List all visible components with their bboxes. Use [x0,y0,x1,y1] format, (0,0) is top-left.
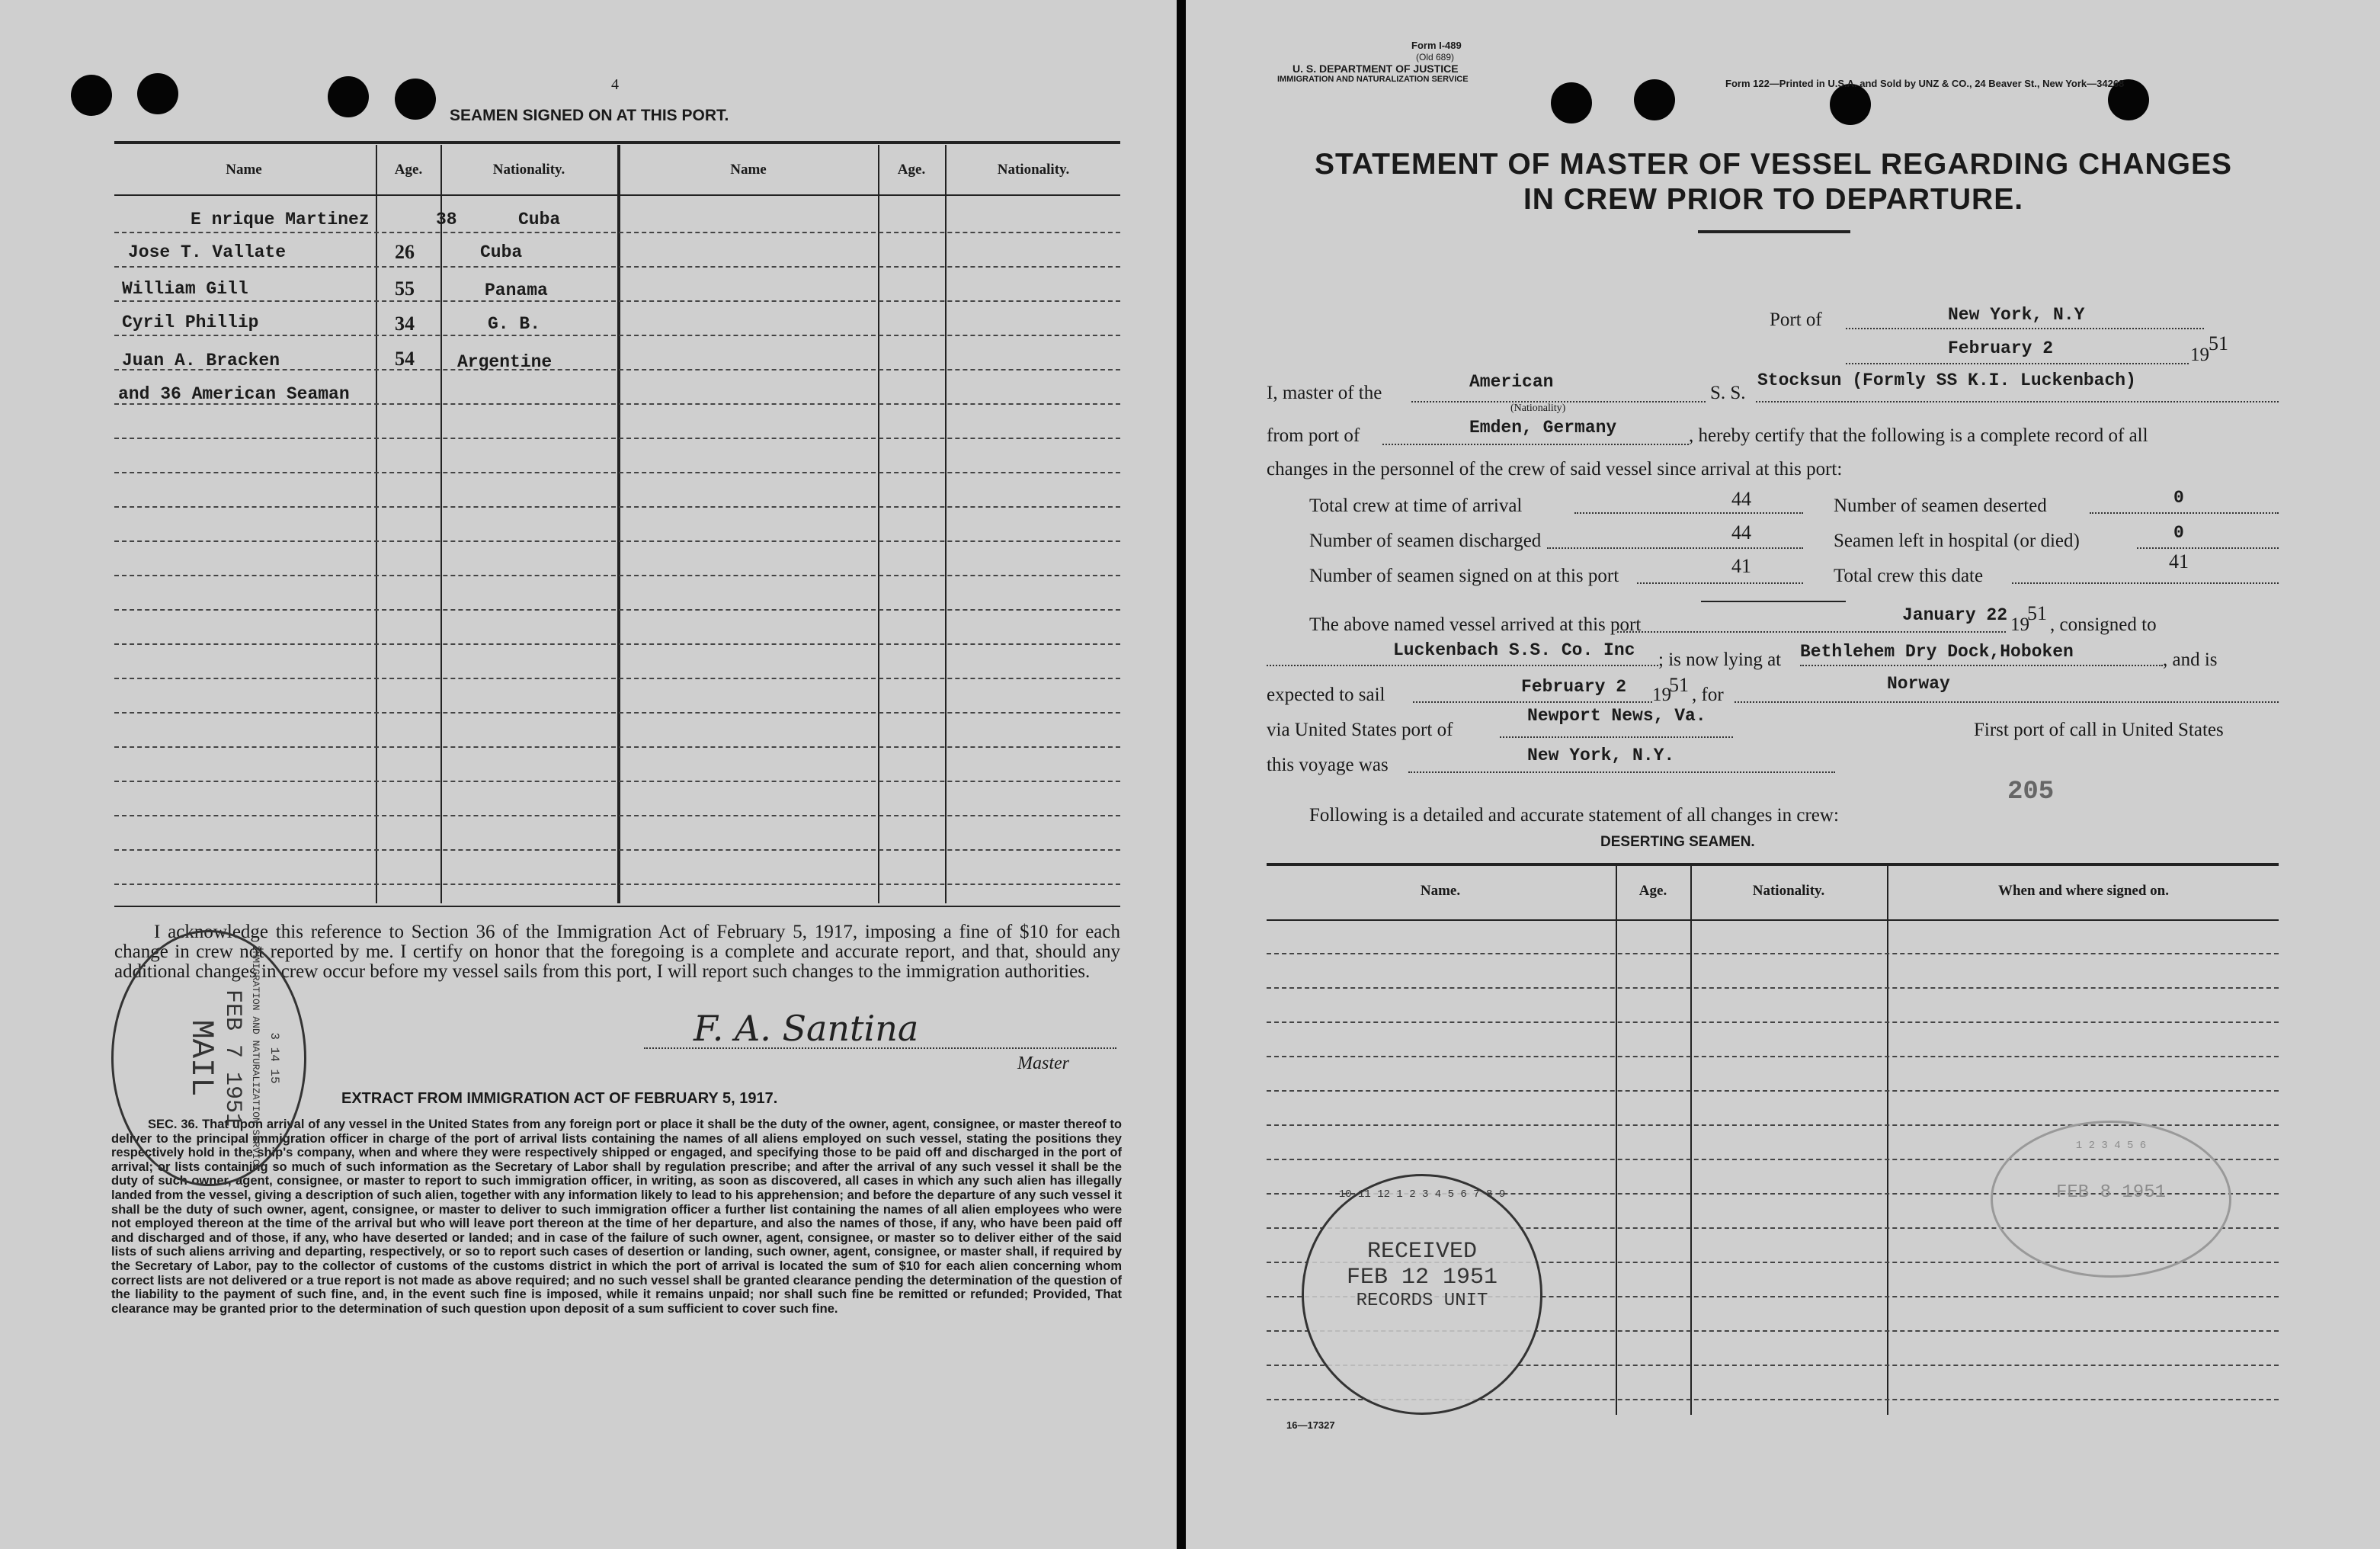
and-is: , and is [2163,649,2218,670]
stat-value: 41 [2169,550,2189,572]
col-divider [945,145,947,903]
right-page [1186,0,2380,1549]
stat-line [2012,582,2279,584]
stat-value: 0 [2173,523,2184,543]
stat-value: 44 [1731,521,1751,544]
deserting-header-rule [1267,919,2279,921]
form-title-line1: STATEMENT OF MASTER OF VESSEL REGARDING CHANGES [1314,148,2233,181]
form-title-line2: IN CREW PRIOR TO DEPARTURE. [1523,183,2024,216]
voyage-line [1408,771,1835,773]
col-divider [440,145,442,903]
received-stamp-line2: FEB 12 1951 [1346,1265,1498,1291]
consignee-line [1267,665,1658,666]
punch-hole [71,75,112,116]
sail-date-value: February 2 [1521,677,1627,697]
row-rule [114,678,1120,679]
faint-stamp-date: FEB 8 1951 [2055,1182,2167,1203]
header-age: Age. [897,162,926,178]
stat-line [2137,547,2279,549]
arrived-year-value: 51 [2027,602,2047,624]
date-line [1846,363,2189,364]
destination-value: Norway [1887,674,1950,694]
mail-stamp-agency: IMMIGRATION AND NATURALIZATION SERVICE [250,944,261,1172]
received-stamp-ring: 10 11 12 1 2 3 4 5 6 7 8 9 [1338,1188,1506,1201]
following-text: Following is a detailed and accurate statement of all changes in crew: [1309,805,1839,826]
col-divider [878,145,879,903]
row-age: 26 [395,241,415,263]
row-rule [114,266,1120,268]
row-rule [114,438,1120,439]
ss-label: S. S. [1710,383,1746,403]
vessel-value: Stocksun (Formly SS K.I. Luckenbach) [1757,370,2136,390]
row-rule [114,300,1120,302]
row-rule [114,849,1120,851]
lying-value: Bethlehem Dry Dock,Hoboken [1800,642,2074,662]
department: U. S. DEPARTMENT OF JUSTICE [1293,63,1459,75]
header-name: Name [730,162,767,178]
port-label: Port of [1770,309,1822,330]
form-old: (Old 689) [1416,52,1455,63]
row-rule [114,643,1120,645]
punch-hole [328,76,369,117]
row-rule [1267,1021,2279,1023]
stat-label: Number of seamen signed on at this port [1309,566,1619,586]
deserting-title: DESERTING SEAMEN. [1600,834,1755,850]
punch-hole [1551,82,1592,123]
row-nationality: G. B. [488,314,541,334]
deserting-header-age: Age. [1638,883,1667,899]
signature-line [644,1047,1116,1049]
header-nationality: Nationality. [997,162,1070,178]
arrived-year-prefix: 19 [2010,614,2029,635]
row-rule [114,506,1120,508]
arrived-value: January 22 [1902,605,2008,625]
from-port-line [1382,444,1689,445]
via-line [1500,736,1733,738]
col-divider [617,145,620,903]
extract-title: EXTRACT FROM IMMIGRATION ACT OF FEBRUARY 5, 1917. [341,1090,778,1107]
row-rule [1267,953,2279,954]
deserting-header-name: Name. [1420,883,1461,899]
row-rule [114,232,1120,233]
stat-value: 0 [2173,488,2184,508]
row-nationality: Cuba [518,210,561,229]
row-nationality: Panama [485,281,548,300]
via-value: Newport News, Va. [1527,706,1706,726]
stat-label: Number of seamen discharged [1309,531,1542,551]
row-age: 34 [395,313,415,335]
received-stamp-line3: RECORDS UNIT [1356,1291,1488,1311]
header-age: Age. [394,162,423,178]
footer-code: 16—17327 [1286,1419,1335,1431]
received-stamp [1302,1174,1542,1415]
row-rule [114,335,1120,336]
stat-value: 44 [1731,488,1751,510]
arrived-line [1617,631,2006,633]
row-name: Cyril Phillip [122,313,259,332]
deserting-header-nationality: Nationality. [1752,883,1825,899]
stat-line [1574,512,1803,514]
row-nationality: Cuba [480,242,523,262]
nationality-value: American [1469,372,1554,392]
row-name: and 36 American Seaman [118,384,350,404]
master-signature: F. A. Santina [693,1008,919,1049]
title-underline [1698,230,1850,233]
row-name: William Gill [122,279,248,299]
row-rule [114,746,1120,748]
faint-stamp-ring: 1 2 3 4 5 6 [2075,1140,2147,1152]
stat-line [1547,547,1803,549]
via-label: via United States port of [1267,720,1453,740]
stat-label: Number of seamen deserted [1834,495,2047,516]
certify-text: , hereby certify that the following is a complete record of all [1689,425,2148,446]
stat-label: Total crew this date [1834,566,1984,586]
stat-line [1637,582,1803,584]
first-port-label: First port of call in United States [1974,720,2224,740]
from-port-value: Emden, Germany [1469,418,1617,438]
port-value: New York, N.Y [1948,305,2085,325]
printer-note: Form 122—Printed in U.S.A. and Sold by UNZ & CO., 24 Beaver St., New York—34268 [1725,78,2125,89]
punch-hole [395,79,436,120]
mail-stamp-ring: 3 14 15 [267,1032,281,1084]
row-name: Jose T. Vallate [128,242,287,262]
faint-stamp [1991,1121,2231,1278]
table-bottom-rule [114,906,1120,907]
first-port-value: New York, N.Y. [1527,746,1675,765]
table-top-rule [114,141,1120,144]
master-label: I, master of the [1267,383,1382,403]
destination-line [1735,701,2279,703]
row-rule [1267,987,2279,989]
header-name: Name [226,162,262,178]
mail-stamp [111,930,306,1186]
consigned-label: , consigned to [2050,614,2157,635]
punch-hole [1634,79,1675,120]
row-rule [114,712,1120,714]
expected-label: expected to sail [1267,685,1385,705]
consignee-value: Luckenbach S.S. Co. Inc [1393,640,1635,660]
left-page [0,0,1177,1549]
nationality-caption: (Nationality) [1510,402,1566,414]
vessel-line [1756,401,2279,402]
stamp-number: 205 [2007,778,2055,807]
stat-label: Seamen left in hospital (or died) [1834,531,2080,551]
row-age: 55 [395,277,415,300]
stat-line [2090,512,2279,514]
mail-stamp-date: FEB 7 1951 [219,989,245,1127]
stats-underline [1701,601,1846,602]
stat-label: Total crew at time of arrival [1309,495,1523,516]
date-value: February 2 [1948,338,2054,358]
master-label: Master [1017,1054,1069,1073]
voyage-label: this voyage was [1267,755,1389,775]
row-nationality: Argentine [457,352,553,372]
acknowledgement-text: I acknowledge this reference to Section 36 of the Immigration Act of February 5, 1917, imposing a fine of $10 for each change in crew not reported by me. I certify on honor that the foregoing is a complete and accurate report, and that, should any additional changes in crew occur before my vessel sails from this port, I will report such changes to the immigration authorities. [114,922,1120,982]
form-number: Form I-489 [1411,40,1462,51]
changes-text: changes in the personnel of the crew of said vessel since arrival at this port: [1267,459,1843,479]
lying-label: ; is now lying at [1658,649,1782,670]
for-label: , for [1692,685,1724,705]
year-value: 51 [2209,332,2228,354]
stat-value: 41 [1731,555,1751,577]
year-prefix: 19 [2190,345,2209,365]
row-age: 54 [395,348,415,370]
col-divider [1616,866,1617,1415]
row-rule [1267,1090,2279,1092]
mail-stamp-word: MAIL [183,1019,219,1097]
extract-text: SEC. 36. That upon arrival of any vessel in the United States from any foreign port or place it shall be the duty of the owner, agent, consignee, or master thereof to deliver to the principal immigration officer in charge of the port of arrival lists containing the names of all aliens employed on such vessel, stating the positions they respectively hold in the ship's company, when and where they were respectively shipped or engaged, and specifying those to be paid off and discharged in the port of arrival; or lists containing so much of such information as the Secretary of Labor shall by regulation prescribe; and after the arrival of any such vessel it shall be the duty of such owner, agent, consignee, or master to report to such immigration officer, in writing, as soon as discovered, all cases in which any such alien has illegally landed from the vessel, giving a description of such alien, together with any information likely to lead to his apprehension; and before the departure of any such vessel it shall be the duty of such owner, agent, consignee, or master to deliver to such immigration officer a further list containing the names of all alien employees who were not employed thereon at the time of the arrival but who will leave port thereon at the time of her departure, and also the names of those, if any, who have been paid off and discharged and of those, if any, who have deserted or landed; and in case of the failure of such owner, agent, consignee, or master so to deliver either of the said lists of such aliens arriving and departing, respectively, or so to report such cases of desertion or landing, such owner, agent, consignee, or master shall, if required by the Secretary of Labor, pay to the collector of customs of the customs district in which the port of arrival is located the sum of $10 for each alien concerning whom correct lists are not delivered or a true report is not made as above required; and no such vessel shall be granted clearance pending the determination of the question of the liability to the payment of such fine, and, in the event such fine is imposed, while it remains unpaid; nor shall such fine be remitted or refunded; Provided, That clearance may be granted prior to the determination of such question upon deposit of a sum sufficient to cover such fine. [111,1118,1122,1316]
received-stamp-line1: RECEIVED [1366,1239,1478,1265]
deserting-top-rule [1267,863,2279,866]
section-title: SEAMEN SIGNED ON AT THIS PORT. [450,107,729,124]
row-rule [114,884,1120,885]
arrived-label: The above named vessel arrived at this port [1309,614,1642,635]
row-age: 38 [436,210,457,229]
row-rule [114,472,1120,473]
row-name: E nrique Martinez [191,210,370,229]
punch-hole [1830,84,1871,125]
sail-year-prefix: 19 [1652,685,1671,705]
col-divider [1887,866,1888,1415]
sail-date-line [1413,701,1652,703]
row-name: Juan A. Bracken [122,351,280,370]
lying-line [1800,665,2163,666]
row-rule [114,575,1120,576]
row-rule [1267,1056,2279,1057]
row-rule [114,815,1120,816]
row-rule [114,781,1120,782]
port-line [1846,328,2204,329]
header-nationality: Nationality. [492,162,565,178]
service: IMMIGRATION AND NATURALIZATION SERVICE [1277,75,1469,84]
col-divider [376,145,377,903]
from-port-label: from port of [1267,425,1360,446]
punch-hole [137,73,178,114]
col-divider [1690,866,1692,1415]
row-rule [114,540,1120,542]
sail-year-value: 51 [1669,674,1689,696]
page-number: 4 [611,76,619,93]
row-rule [114,609,1120,611]
deserting-header-signed: When and where signed on. [1997,883,2169,899]
